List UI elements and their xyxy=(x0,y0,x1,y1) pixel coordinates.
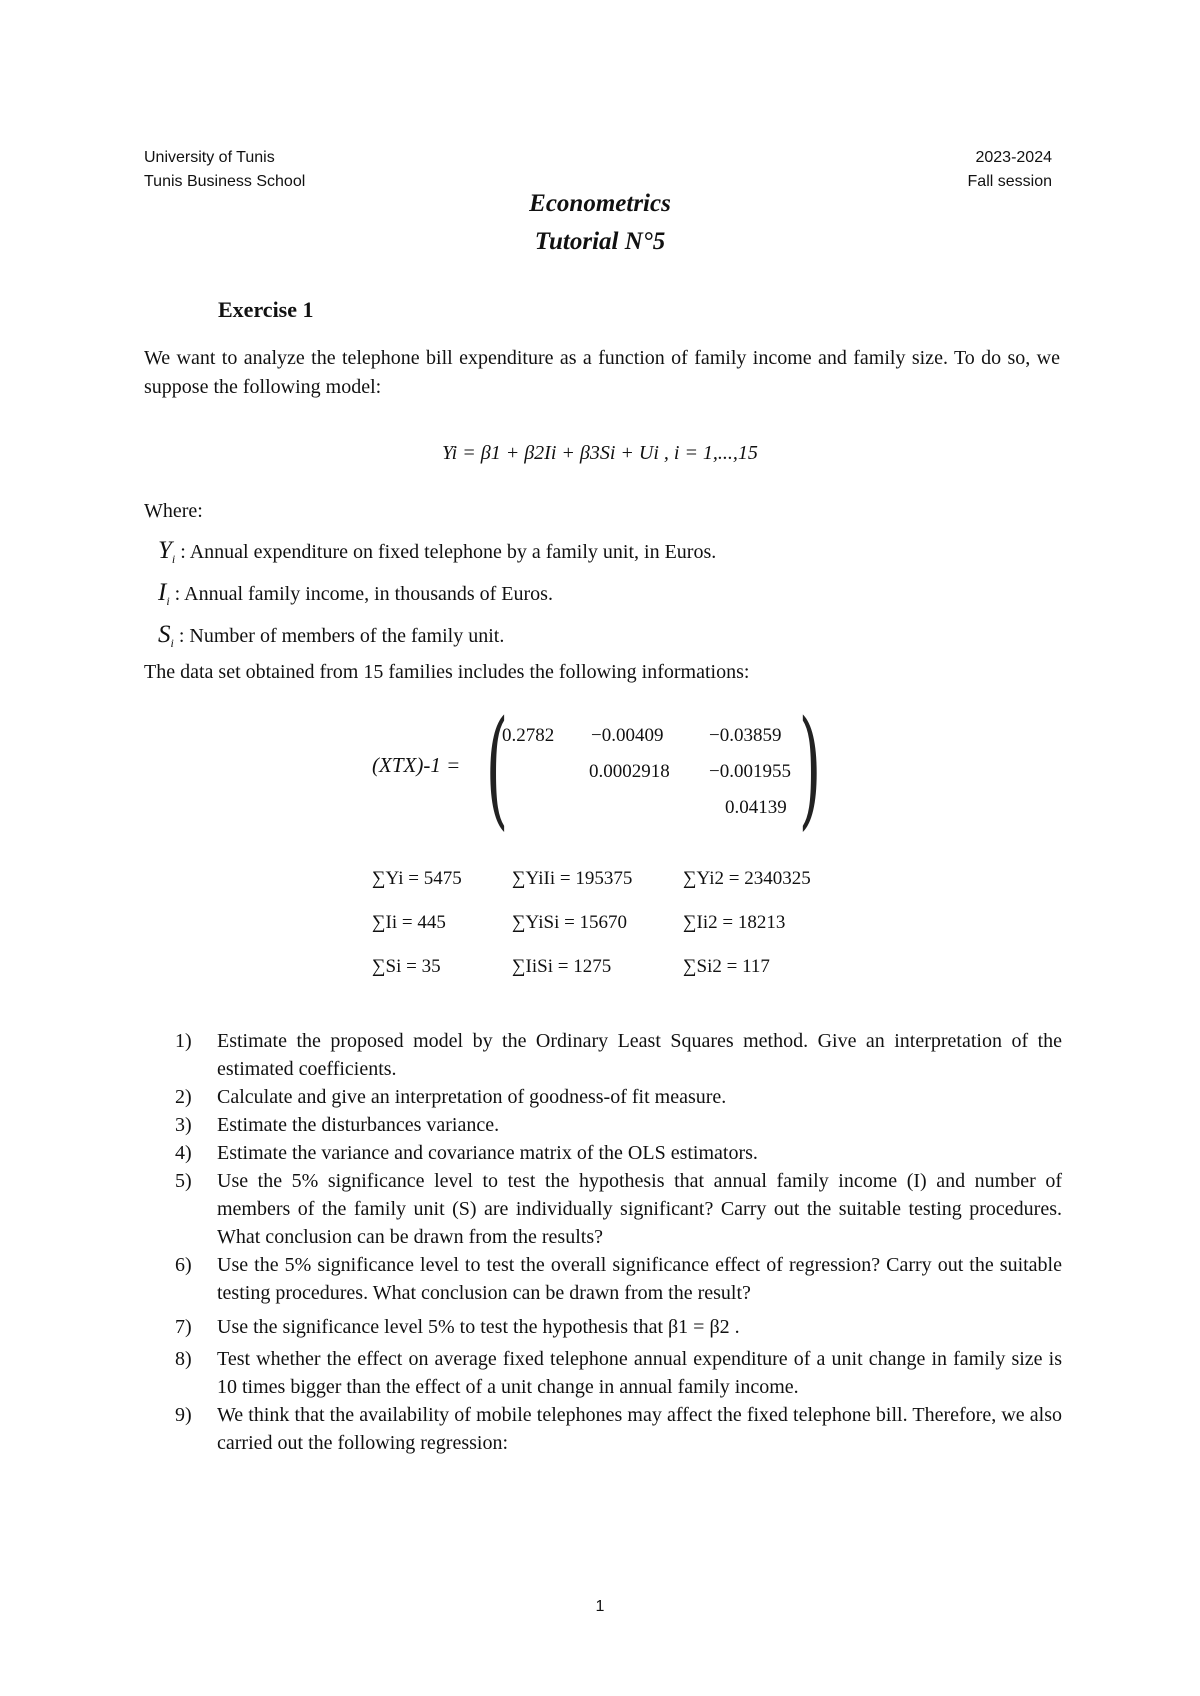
question-number: 7) xyxy=(175,1316,192,1338)
model-text: Yi = β1 + β2Ii + β3Si + Ui , i = 1,...,15 xyxy=(442,442,758,464)
matrix-label: (XTX)-1 = xyxy=(372,753,461,777)
question-list xyxy=(157,1027,1062,1457)
sum-i-squared: ∑Ii2 = 18213 xyxy=(683,912,786,933)
question-number: 9) xyxy=(175,1404,192,1426)
question-number: 5) xyxy=(175,1170,192,1192)
list-item xyxy=(157,1027,1062,1083)
matrix-cell-1-2: −0.00409 xyxy=(591,725,664,746)
matrix-cell-1-1: 0.2782 xyxy=(502,725,555,746)
list-item xyxy=(157,1139,1062,1167)
model-equation xyxy=(0,442,1200,465)
question-text: Estimate the variance and covariance matrix of the OLS estimators. xyxy=(217,1142,758,1164)
question-text: Use the 5% significance level to test the overall significance effect of regression? Carry out the suitable testing procedures. What conclusion can be drawn from the result? xyxy=(217,1254,1062,1304)
question-number: 3) xyxy=(175,1114,192,1136)
symbol-i-sub: i xyxy=(166,594,170,608)
school-name: Tunis Business School xyxy=(144,173,306,190)
exercise-heading: Exercise 1 xyxy=(218,297,314,322)
sum-ii-si: ∑IiSi = 1275 xyxy=(512,956,612,977)
list-item xyxy=(157,1167,1062,1251)
symbol-i: I xyxy=(158,579,167,606)
sum-i: ∑Ii = 445 xyxy=(372,912,446,933)
session: Fall session xyxy=(967,173,1052,190)
definition-y-text: : Annual expenditure on fixed telephone by a family unit, in Euros. xyxy=(175,541,717,563)
xtx-inverse-matrix xyxy=(0,694,1200,843)
symbol-s-sub: i xyxy=(170,636,174,650)
definition-i-text: : Annual family income, in thousands of Euros. xyxy=(169,583,553,605)
question-text: Calculate and give an interpretation of goodness-of fit measure. xyxy=(217,1086,727,1108)
question-number: 6) xyxy=(175,1254,192,1276)
matrix-right-paren: ) xyxy=(798,694,822,843)
definition-s xyxy=(158,621,504,651)
summation-statistics xyxy=(0,868,1200,998)
definition-s-text: : Number of members of the family unit. xyxy=(173,625,505,647)
academic-year: 2023-2024 xyxy=(975,149,1052,166)
question-text: Estimate the proposed model by the Ordinary Least Squares method. Give an interpretation of the estimated coefficients. xyxy=(217,1030,1062,1080)
question-text: Test whether the effect on average fixed telephone annual expenditure of a unit change in family size is 10 times bigger than the effect of a unit change in annual family income. xyxy=(217,1348,1062,1398)
list-item xyxy=(157,1313,1062,1341)
university-name: University of Tunis xyxy=(144,149,275,166)
question-number: 2) xyxy=(175,1086,192,1108)
sum-s-squared: ∑Si2 = 117 xyxy=(683,956,770,977)
header-left xyxy=(144,146,305,194)
list-item xyxy=(157,1345,1062,1401)
question-text: We think that the availability of mobile telephones may affect the fixed telephone bill. Therefore, we also carried out the following regression: xyxy=(217,1404,1062,1454)
header-right xyxy=(968,146,1052,194)
symbol-s: S xyxy=(158,621,171,648)
question-number: 1) xyxy=(175,1030,192,1052)
matrix-cell-2-3: −0.001955 xyxy=(709,761,791,782)
sum-y-squared: ∑Yi2 = 2340325 xyxy=(683,868,811,889)
page-number: 1 xyxy=(595,1598,605,1615)
course-title: Econometrics xyxy=(529,190,671,217)
tutorial-title: Tutorial N°5 xyxy=(534,228,666,255)
question-text: Use the 5% significance level to test the hypothesis that annual family income (I) and number of members of the family unit (S) are individually significant? Carry out the suitable testing procedures. What conclusion can be drawn from the results? xyxy=(217,1170,1062,1248)
exercise-intro: We want to analyze the telephone bill expenditure as a function of family income and family size. To do so, we suppose the following model: xyxy=(144,347,1060,398)
matrix-cell-3-3: 0.04139 xyxy=(725,797,787,818)
matrix-cell-1-3: −0.03859 xyxy=(709,725,782,746)
matrix-left-paren: ( xyxy=(485,694,509,843)
list-item xyxy=(157,1401,1062,1457)
sum-yi-ii: ∑YiIi = 195375 xyxy=(512,868,633,889)
sum-s: ∑Si = 35 xyxy=(372,956,441,977)
sum-y: ∑Yi = 5475 xyxy=(372,868,462,889)
list-item xyxy=(157,1083,1062,1111)
where-label: Where: xyxy=(144,500,203,522)
definition-i xyxy=(158,579,553,609)
question-text: Estimate the disturbances variance. xyxy=(217,1114,500,1136)
question-text: Use the significance level 5% to test the hypothesis that β1 = β2 . xyxy=(217,1316,740,1338)
matrix-cell-2-2: 0.0002918 xyxy=(589,761,670,782)
question-number: 4) xyxy=(175,1142,192,1164)
symbol-y: Y xyxy=(158,537,172,564)
sum-yi-si: ∑YiSi = 15670 xyxy=(512,912,628,933)
definition-y xyxy=(158,537,716,567)
question-number: 8) xyxy=(175,1348,192,1370)
list-item xyxy=(157,1111,1062,1139)
symbol-y-sub: i xyxy=(171,552,176,566)
list-item xyxy=(157,1251,1062,1307)
dataset-text: The data set obtained from 15 families includes the following informations: xyxy=(144,661,750,683)
